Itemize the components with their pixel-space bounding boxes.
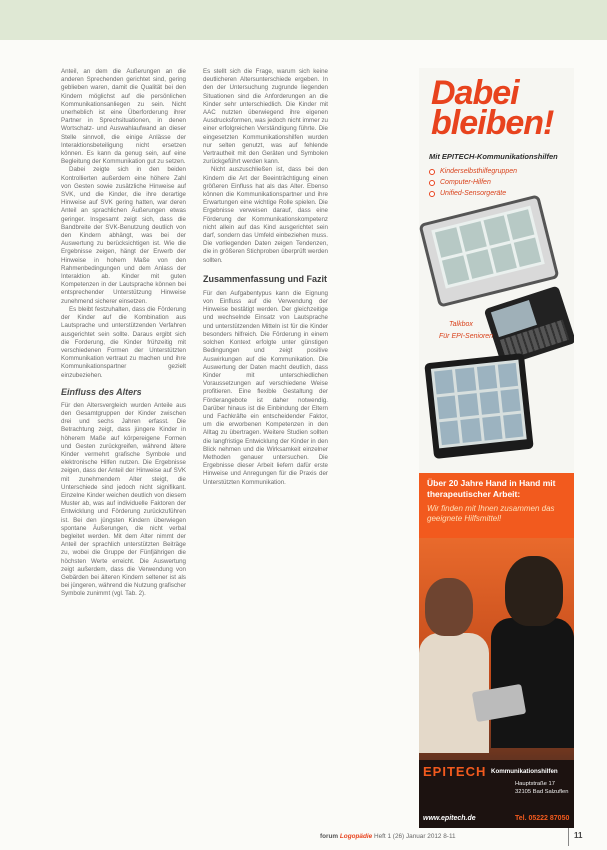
ad-feature-item <box>429 166 569 177</box>
brand-logo: EPITECH <box>423 764 487 779</box>
section-heading: Zusammenfassung und Fazit <box>203 273 328 284</box>
ad-photo <box>419 538 574 793</box>
footer-journal-logo: Logopädie <box>339 833 373 840</box>
bullet-icon <box>429 169 435 175</box>
bullet-icon <box>429 180 435 186</box>
ad-subline: Mit EPITECH-Kommunikationshilfen <box>429 152 558 161</box>
page-number: 11 <box>574 831 583 840</box>
article-column-left <box>61 68 186 828</box>
brand-address <box>515 780 573 796</box>
footer-divider <box>568 828 569 846</box>
ad-feature-label: Computer-Hilfen <box>440 179 491 186</box>
ad-slogan: Über 20 Jahre Hand in Hand mit therapeutischer Arbeit: <box>427 478 556 499</box>
paragraph: Es stellt sich die Frage, warum sich keine deutlicheren Altersunterschiede ergeben. In den der Untersuchung zugrunde liegenden Situationen sind die Anforderungen an die Kinder sehr unterschiedlich. Die Kinder mit AAC nutzten überwiegend ihre eigenen Ausdrucksformen, was jedoch nicht immer zu einer erfolgreichen Verständigung führte. Die eingesetzten Kommunikationshilfen wurden nur selten genutzt, was auf fehlende Vertrautheit mit den Geräten und Symbolen zurückgeführt werden kann. <box>203 68 328 166</box>
ad-brand-bar <box>419 760 574 828</box>
paragraph: Für den Altersvergleich wurden Anteile aus den Gesamtgruppen der Kinder zwischen drei und sechs Jahren erfasst. Die Betrachtung zeigt, dass jüngere Kinder in höherem Maße auf körpereigene Formen und Gesten zurückgreifen, während ältere Kinder vermehrt grafische Symbole und elektronische Hilfen nutzen. Die Ergebnisse zeigen, dass der Anteil der Hinweise auf SVK mit zunehmendem Alter steigt, die Unterschiede sind jedoch nicht signifikant. Einzelne Kinder weichen deutlich von diesem Muster ab, was auf individuelle Faktoren der Entwicklung und Förderung zurückzuführen ist. Bei den jüngsten Kindern überwiegen spontane Äußerungen, die nicht verbal begleitet werden. Mit dem Alter nimmt der Anteil der sprachlich unterstützten Beiträge zu, wobei die Gruppe der Fünfjährigen die höchsten Werte erreicht. Die Auswertung zeigt außerdem, dass die Verwendung von Gebärden bei älteren Kindern seltener ist als bei jüngeren, während die Nutzung grafischer Symbole zunimmt (vgl. Tab. 2). <box>61 401 186 598</box>
ad-headline-line-1: Dabei <box>431 74 519 112</box>
header-band <box>0 0 607 40</box>
touch-device-image <box>424 353 533 459</box>
footer-issue: Heft 1 (26) Januar 2012 8-11 <box>373 833 456 840</box>
ad-feature-item <box>429 177 569 188</box>
ad-slogan-secondary: Wir finden mit Ihnen zusammen das geeignete Hilfsmittel! <box>427 504 555 523</box>
ad-feature-item <box>429 188 569 199</box>
address-line: Hauptstraße 17 <box>515 781 555 787</box>
ad-headline <box>431 74 566 142</box>
advertisement[interactable] <box>419 68 574 828</box>
footer-journal: forum <box>320 833 339 840</box>
brand-website-link[interactable]: www.epitech.de <box>423 815 476 822</box>
page-footer <box>320 833 570 843</box>
paragraph: Anteil, an dem die Äußerungen an die anderen Sprechenden gerichtet sind, gering geblieben waren, damit die Qualität bei den Kindern möglichst auf die persönlichen Kommunikationsanliegen zu sein. Nicht unerheblich ist eine Überforderung ihrer Partner in Sprechsituationen, in denen Wortschatz- und Auswahlaufwand an dieser Stelle sinnvoll, die einige Anlässe der Interaktionsbeteiligung nicht ersetzen können. Es kann da genug sein, auf eine Begleitung der Kommunikation gut zu setzen. <box>61 68 186 166</box>
bullet-icon <box>429 191 435 197</box>
paragraph: Dabei zeigte sich in den beiden Kontrollierten außerdem eine höhere Zahl von Gesten sowie zusätzliche Hinweise auf SVK, und die Kinder, die ihre derartige Hinweise auf SVK gering hatten, war deren Anteil an sprachlichen Äußerungen etwas geringer. Insgesamt zeigt sich, dass die Bandbreite der SVK-Benutzung deutlich von den Kindern abhängt, was bei der Auswertung zu berücksichtigen ist. Wie die Ergebnisse zeigen, hängt der Erwerb der Hinweise in hohem Maße von den Rahmenbedingungen und dem Anlass der Interaktion ab. Kinder mit guten Kompetenzen in der Lautsprache können bei entsprechender Unterstützung Hinweise zunehmend sicherer einsetzen. <box>61 166 186 305</box>
ad-feature-label: Kinderselbsthilfegruppen <box>440 168 518 175</box>
ad-product-tag: Talkbox <box>449 321 473 328</box>
ad-feature-list <box>429 166 569 199</box>
section-heading: Einfluss des Alters <box>61 386 142 397</box>
address-line: 32105 Bad Salzuflen <box>515 789 569 795</box>
ad-product-tag: Für EPI-Senioren <box>439 333 494 340</box>
article-column-middle <box>203 68 328 828</box>
brand-subtitle: Kommunikationshilfen <box>491 768 558 775</box>
ad-feature-label: Unified-Sensorgeräte <box>440 190 507 197</box>
brand-phone: Tel. 05222 87050 <box>515 815 570 822</box>
paragraph: Nicht auszuschließen ist, dass bei den Kindern die Art der Beeinträchtigung einen größeren Einfluss hat als das Alter. Ebenso können die Kommunikationspartner und ihre Erwartungen eine wichtige Rolle spielen. Die Ergebnisse verweisen darauf, dass eine Förderung der Kommunikationskompetenz nicht allein auf das Kind ausgerichtet sein darf, sondern das Umfeld einbeziehen muss. Die vorliegenden Daten zeigen Tendenzen, die in größeren Stichproben überprüft werden sollten. <box>203 166 328 264</box>
ad-headline-line-2: bleiben! <box>431 104 554 142</box>
paragraph: Es bleibt festzuhalten, dass die Förderung der Kinder auf die Kombination aus Lautsprache und unterstützenden Verfahren ausgerichtet sein sollte. Daraus ergibt sich die Forderung, die Kinder frühzeitig mit verschiedenen Formen der Unterstützten Kommunikation vertraut zu machen und ihre Kommunikationspartner gezielt einzubeziehen. <box>61 305 186 379</box>
paragraph: Für den Aufgabentypus kann die Eignung von Einfluss auf die Verwendung der Hinweise bestätigt werden. Der gleichzeitige und wechselnde Einsatz von Lautsprache und unterstützenden Mitteln ist für die Kinder besonders hilfreich. Die Förderung in einem solchen Kontext erfolgte unter günstigen Bedingungen und zeigt positive Auswirkungen auf die Kommunikation. Die Auswertung der Daten macht deutlich, dass Kinder mit unterschiedlichen Voraussetzungen auf verschiedene Weise profitieren. Eine flexible Gestaltung der Förderangebote ist daher notwendig. Darüber hinaus ist die Einbindung der Eltern und Fachkräfte ein entscheidender Faktor, um die erworbenen Kompetenzen in den Alltag zu übertragen. Weitere Studien sollten die langfristige Entwicklung der Kinder in den Blick nehmen und die Wirksamkeit einzelner Methoden genauer untersuchen. Die Ergebnisse dieser Arbeit liefern dafür erste Hinweise und Anregungen für die Praxis der Unterstützten Kommunikation. <box>203 289 328 486</box>
